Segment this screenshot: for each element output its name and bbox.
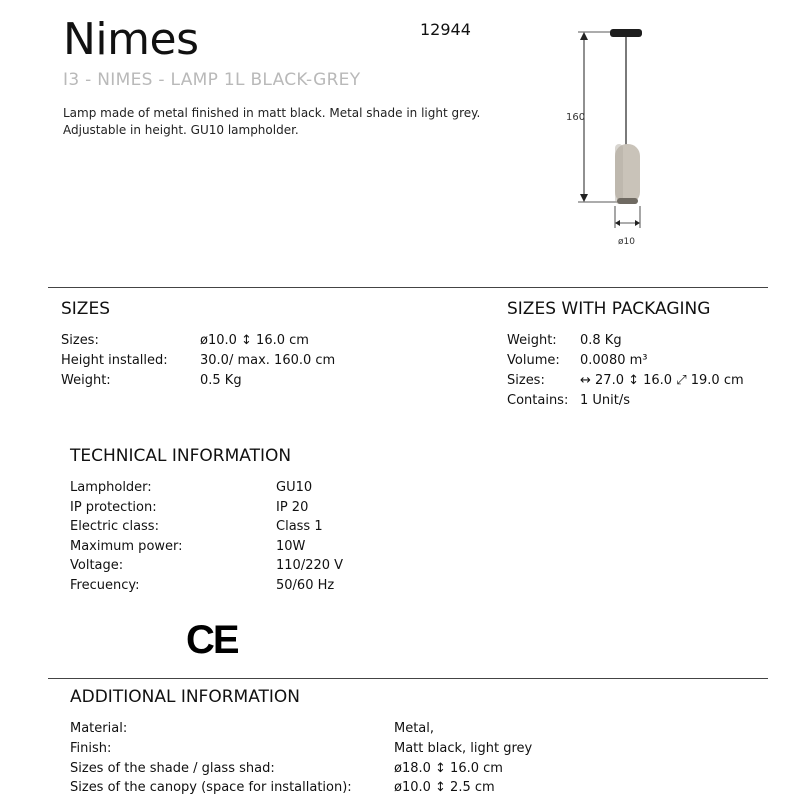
sizes-label: Weight: bbox=[61, 373, 111, 388]
description-line: Lamp made of metal finished in matt black. Metal shade in light grey. bbox=[63, 106, 481, 120]
canopy bbox=[610, 29, 642, 37]
arrow-down-icon bbox=[580, 194, 588, 202]
product-description bbox=[63, 105, 503, 139]
technical-value: Class 1 bbox=[276, 519, 323, 534]
divider bbox=[48, 287, 768, 288]
sizes-heading: SIZES bbox=[61, 299, 110, 319]
arrow-up-icon bbox=[580, 32, 588, 40]
height-label: 160 bbox=[566, 112, 586, 123]
sizes-label: Height installed: bbox=[61, 353, 168, 368]
technical-label: Frecuency: bbox=[70, 578, 140, 593]
technical-value: 50/60 Hz bbox=[276, 578, 335, 593]
packaging-label: Volume: bbox=[507, 353, 560, 368]
description-line: Adjustable in height. GU10 lampholder. bbox=[63, 123, 299, 137]
additional-heading: ADDITIONAL INFORMATION bbox=[70, 687, 300, 707]
packaging-value: 1 Unit/s bbox=[580, 393, 631, 408]
additional-label: Sizes of the canopy (space for installation): bbox=[70, 780, 352, 795]
packaging-value: 0.0080 m³ bbox=[580, 353, 648, 368]
sizes-value: ø10.0 ↕ 16.0 cm bbox=[200, 333, 309, 348]
sizes-value: 0.5 Kg bbox=[200, 373, 242, 388]
product-subtitle: I3 - NIMES - LAMP 1L BLACK-GREY bbox=[63, 70, 361, 90]
additional-value: Matt black, light grey bbox=[394, 741, 533, 756]
technical-label: Lampholder: bbox=[70, 480, 152, 495]
additional-value: ø10.0 ↕ 2.5 cm bbox=[394, 780, 495, 795]
divider bbox=[48, 678, 768, 679]
product-code: 12944 bbox=[420, 20, 471, 39]
packaging-value: ↔ 27.0 ↕ 16.0 ⤢ 19.0 cm bbox=[580, 373, 744, 388]
packaging-value: 0.8 Kg bbox=[580, 333, 622, 348]
sizes-label: Sizes: bbox=[61, 333, 99, 348]
additional-label: Sizes of the shade / glass shad: bbox=[70, 761, 275, 776]
technical-value: 110/220 V bbox=[276, 558, 344, 573]
technical-value: 10W bbox=[276, 539, 306, 554]
packaging-label: Sizes: bbox=[507, 373, 545, 388]
additional-value: Metal, bbox=[394, 721, 435, 736]
technical-label: Electric class: bbox=[70, 519, 159, 534]
technical-label: Maximum power: bbox=[70, 539, 183, 554]
packaging-label: Contains: bbox=[507, 393, 569, 408]
additional-value: ø18.0 ↕ 16.0 cm bbox=[394, 761, 503, 776]
technical-value: GU10 bbox=[276, 480, 313, 495]
technical-heading: TECHNICAL INFORMATION bbox=[70, 446, 292, 466]
technical-label: Voltage: bbox=[70, 558, 124, 573]
ce-mark-icon: CE bbox=[186, 618, 238, 662]
packaging-heading: SIZES WITH PACKAGING bbox=[507, 299, 711, 319]
diameter-label: ø10 bbox=[618, 237, 635, 247]
technical-value: IP 20 bbox=[276, 500, 309, 515]
additional-label: Finish: bbox=[70, 741, 112, 756]
lamp-dimension-drawing bbox=[560, 20, 680, 260]
product-title: Nimes bbox=[63, 14, 199, 65]
sizes-value: 30.0/ max. 160.0 cm bbox=[200, 353, 336, 368]
additional-label: Material: bbox=[70, 721, 128, 736]
technical-label: IP protection: bbox=[70, 500, 157, 515]
packaging-label: Weight: bbox=[507, 333, 557, 348]
